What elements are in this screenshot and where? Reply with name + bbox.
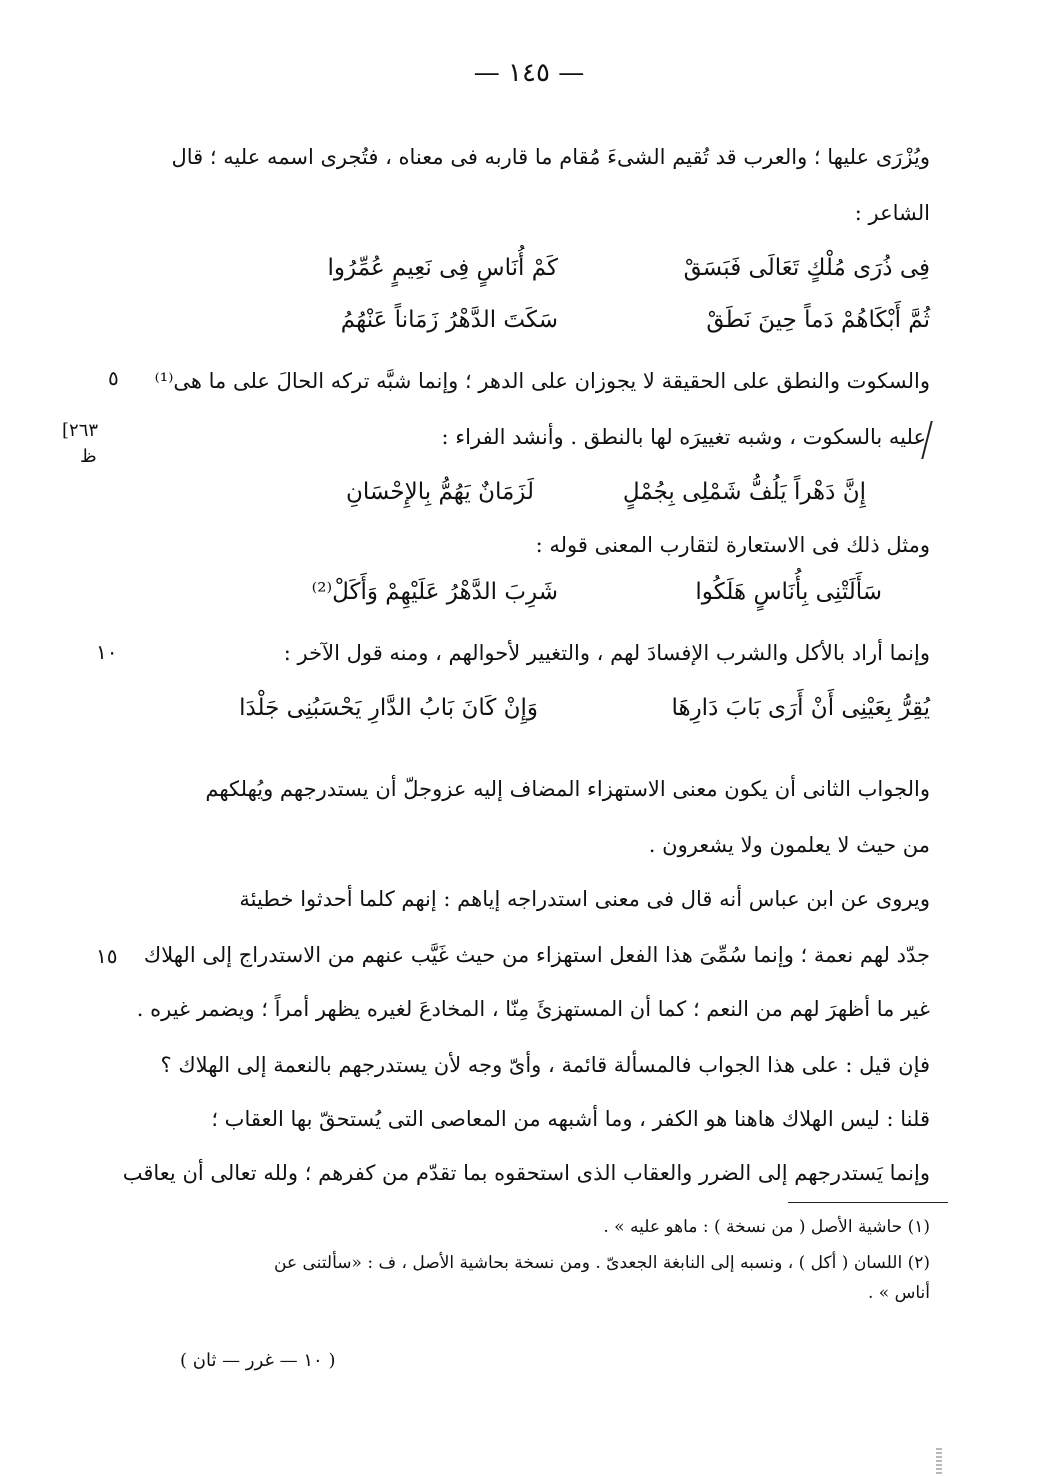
text-line: الشاعر : <box>854 201 930 225</box>
verse-hemistich-second: شَرِبَ الدَّهْرُ عَلَيْهِمْ وَأَكَلْ⁽²⁾ <box>311 579 558 605</box>
verse-line <box>0 576 1058 610</box>
text-line: وإنما يَستدرجهم إلى الضرر والعقاب الذى استحقوه بما تقدّم من كفرهم ؛ ولله تعالى أن يعاقب <box>122 1161 930 1185</box>
text-line: والجواب الثانى أن يكون معنى الاستهزاء المضاف إليه عزوجلّ أن يستدرجهم ويُهلكهم <box>205 777 930 801</box>
footnote-separator <box>788 1202 948 1203</box>
margin-reference-side: ظ <box>80 446 97 467</box>
margin-reference: [٢٦٣ <box>62 420 99 441</box>
verse-hemistich-second: وَإِنْ كَانَ بَابُ الدَّارِ يَحْسَبُنِى جَلْدَا <box>239 695 538 721</box>
text-line: من حيث لا يعلمون ولا يشعرون . <box>648 833 930 857</box>
text-line: وإنما أراد بالأكل والشرب الإفسادَ لهم ، والتغيير لأحوالهم ، ومنه قول الآخر : <box>283 641 930 665</box>
text-line: قلنا : ليس الهلاك هاهنا هو الكفر ، وما أشبهه من المعاصى التى يُستحقّ بها العقاب ؛ <box>211 1107 930 1131</box>
text-line: جدّد لهم نعمة ؛ وإنما سُمِّىَ هذا الفعل استهزاء من حيث غَيَّب عنهم من الاستدراج إلى الهلاك <box>143 943 930 967</box>
verse-line <box>0 252 1058 286</box>
text-line: ويروى عن ابن عباس أنه قال فى معنى استدراجه إياهم : إنهم كلما أحدثوا خطيئة <box>239 887 930 911</box>
scan-artifact <box>936 1448 942 1474</box>
footnote: (٢) اللسان ( أكل ) ، ونسبه إلى النابغة الجعدىّ . ومن نسخة بحاشية الأصل ، ف : «سألتنى عن <box>274 1253 930 1273</box>
verse-hemistich-second: كَمْ أُنَاسٍ فِى نَعِيمٍ عُمِّرُوا <box>327 255 558 281</box>
line-number: ٥ <box>108 366 119 390</box>
line-number: ١٠ <box>96 640 118 664</box>
verse-hemistich-first: يُقِرُّ بِعَيْنِى أَنْ أَرَى بَابَ دَارِهَا <box>671 695 930 721</box>
text-line: فإن قيل : على هذا الجواب فالمسألة قائمة ، وأىّ وجه لأن يستدرجهم بالنعمة إلى الهلاك ؟ <box>160 1053 930 1077</box>
verse-hemistich-second: سَكَتَ الدَّهْرُ زَمَاناً عَنْهُمُ <box>340 307 558 333</box>
text-line: والسكوت والنطق على الحقيقة لا يجوزان على الدهر ؛ وإنما شبَّه تركه الحالَ على ما هى⁽¹⁾ <box>154 369 930 393</box>
verse-line <box>0 692 1058 726</box>
printer-signature: ( ١٠ — غرر — ثان ) <box>180 1350 336 1371</box>
footnote: (١) حاشية الأصل ( من نسخة ) : ماهو عليه » . <box>603 1217 930 1237</box>
verse-hemistich-first: سَأَلَتْنِى بِأُنَاسٍ هَلَكُوا <box>695 579 882 605</box>
verse-hemistich-first: ثُمَّ أَبْكَاهُمْ دَماً حِينَ نَطَقْ <box>706 307 930 333</box>
text-line: غير ما أظهرَ لهم من النعم ؛ كما أن المستهزئَ مِنّا ، المخادعَ لغيره يظهر أمراً ؛ ويضمر غيره . <box>136 997 930 1021</box>
verse-hemistich-second: لَزَمَانٌ يَهُمُّ بِالإِحْسَانِ <box>345 479 534 505</box>
footnote: أناس » . <box>868 1283 930 1303</box>
verse-hemistich-first: إِنَّ دَهْراً يَلُفُّ شَمْلِى بِجُمْلٍ <box>622 479 866 505</box>
line-number: ١٥ <box>96 944 118 968</box>
verse-hemistich-first: فِى ذُرَى مُلْكٍ تَعَالَى فَبَسَقْ <box>683 255 930 281</box>
text-line: ويُزْرَى عليها ؛ والعرب قد تُقيم الشىءَ مُقام ما قاربه فى معناه ، فتُجرى اسمه عليه ؛ قال <box>171 145 930 169</box>
verse-line <box>0 476 1058 510</box>
text-line: عليه بالسكوت ، وشبه تغييرَه لها بالنطق . وأنشد الفراء : <box>441 425 926 449</box>
page-number: — ١٤٥ — <box>473 58 585 88</box>
text-line: ومثل ذلك فى الاستعارة لتقارب المعنى قوله : <box>535 533 930 557</box>
verse-line <box>0 304 1058 338</box>
